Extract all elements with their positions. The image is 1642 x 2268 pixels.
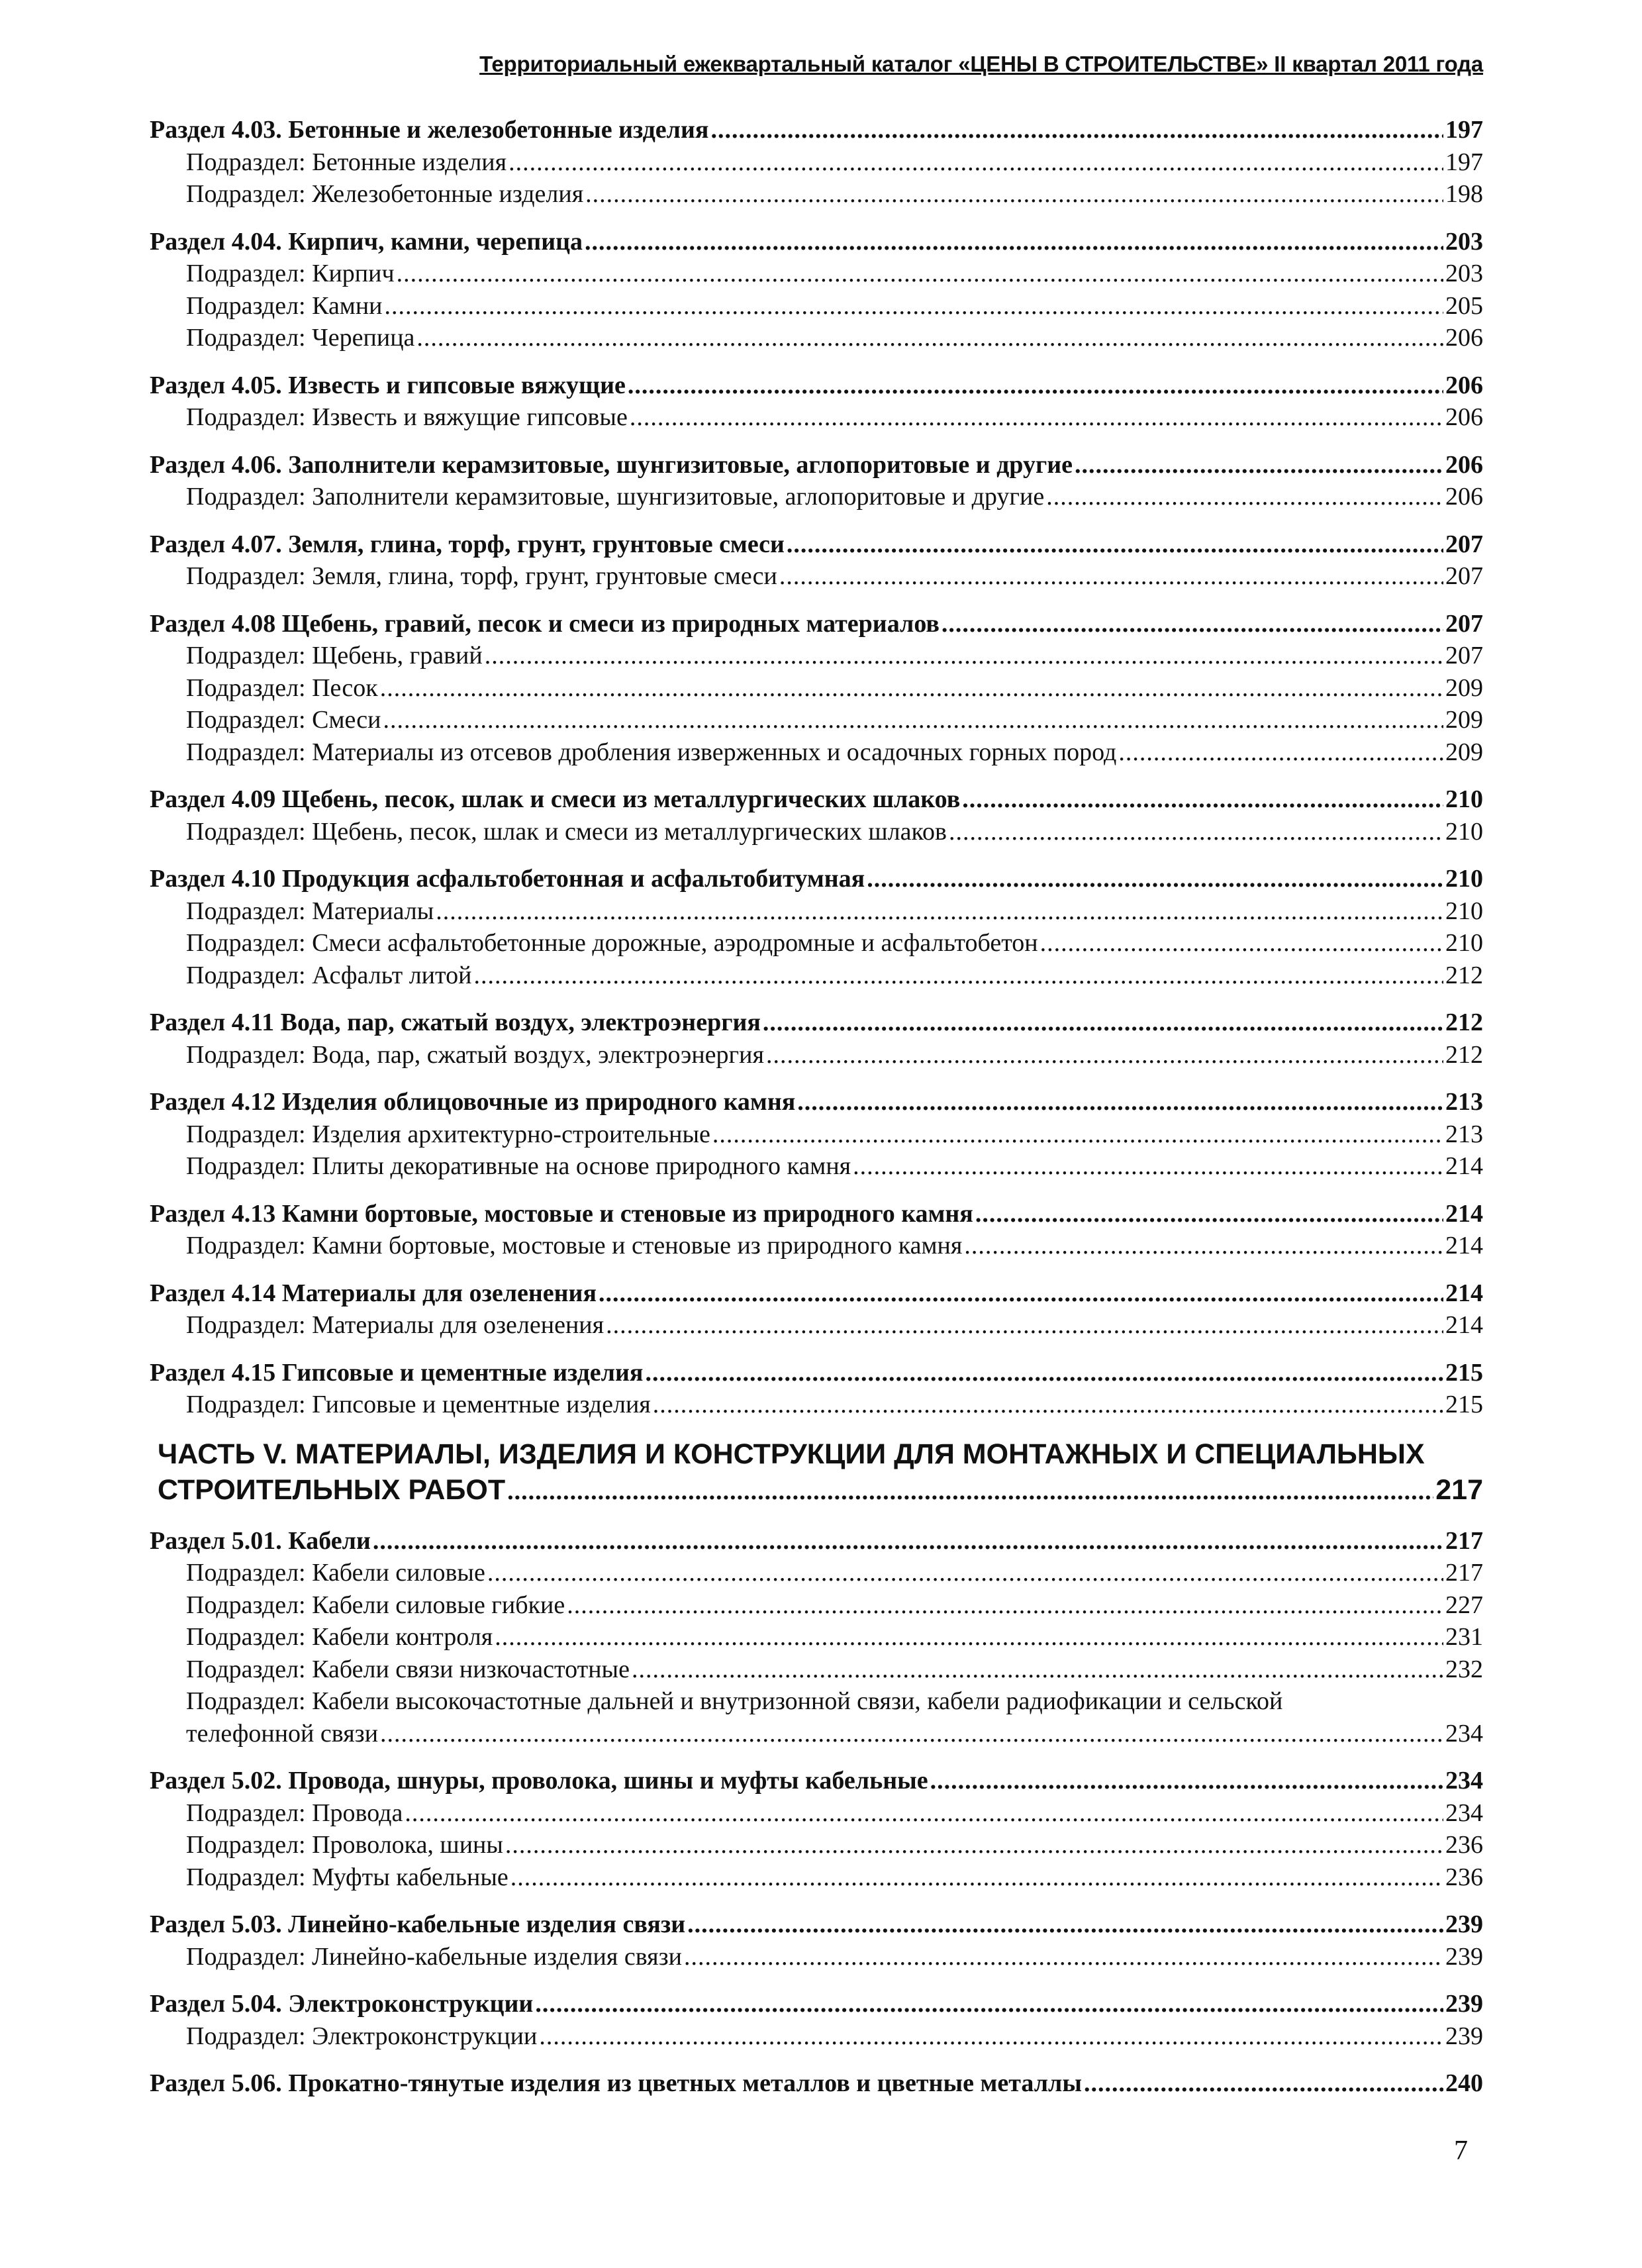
leader-dots [383,704,1444,736]
subsection-row[interactable] [150,1797,1483,1830]
subsection-row[interactable] [150,1309,1483,1342]
leader-dots [385,290,1443,322]
section-title-row[interactable] [150,1908,1483,1941]
subsection-row-page-number: 214 [1445,1311,1483,1339]
subsection-row-label: Подраздел: Кабели связи низкочастотные [186,1655,630,1683]
subsection-row-label: Подраздел: Щебень, гравий [186,642,483,669]
leader-dots [567,1589,1443,1622]
subsection-row-page-number: 209 [1445,706,1483,734]
subsection-row-page-number: 214 [1445,1152,1483,1180]
subsection-row[interactable] [150,1861,1483,1894]
leader-dots [797,1086,1443,1118]
section-title-row-page-number: 215 [1445,1358,1483,1387]
leader-dots [632,1653,1443,1686]
section-title-row-label: Раздел 4.12 Изделия облицовочные из природного камня [150,1088,796,1116]
leader-dots [962,783,1443,816]
subsection-row[interactable] [150,640,1483,672]
section-title-row[interactable] [150,1988,1483,2020]
leader-dots [942,608,1443,640]
section-title-row[interactable] [150,1007,1483,1039]
leader-dots [585,178,1443,211]
subsection-row-label: Подраздел: Материалы [186,897,434,925]
subsection-row-label: Подраздел: Муфты кабельные [186,1863,508,1891]
leader-dots [964,1230,1443,1262]
toc-section [150,1086,1483,1183]
leader-dots [710,114,1443,146]
section-title-row-page-number: 197 [1445,116,1483,144]
section-title-row-label: Раздел 5.06. Прокатно-тянутые изделия из цветных металлов и цветные металлы [150,2069,1083,2097]
subsection-row-page-number: 197 [1445,148,1483,176]
subsection-row-page-number: 213 [1445,1120,1483,1148]
toc-section [150,1198,1483,1262]
leader-dots [508,146,1443,179]
toc-section [150,370,1483,434]
subsection-row-label: Подраздел: Песок [186,673,378,702]
leader-dots [975,1198,1443,1230]
subsection-row[interactable] [150,1389,1483,1421]
subsection-row-label: Подраздел: Камни [186,291,383,320]
leader-dots [630,401,1443,434]
section-title-row-page-number: 212 [1445,1009,1483,1036]
leader-dots [380,1718,1443,1750]
subsection-row-label: Подраздел: Гипсовые и цементные изделия [186,1391,651,1418]
subsection-row[interactable] [150,816,1483,848]
subsection-row[interactable] [150,401,1483,434]
leader-dots [373,1525,1443,1557]
part-title-line1: ЧАСТЬ V. МАТЕРИАЛЫ, ИЗДЕЛИЯ И КОНСТРУКЦИИ ДЛЯ МОНТАЖНЫХ И СПЕЦИАЛЬНЫХ [158,1438,1425,1470]
subsection-row-page-number: 236 [1445,1863,1483,1891]
section-title-row-label: Раздел 4.08 Щебень, гравий, песок и смеси из природных материалов [150,609,940,638]
leader-dots [473,960,1443,992]
section-title-row-label: Раздел 5.02. Провода, шнуры, проволока, шины и муфты кабельные [150,1767,928,1795]
part-heading [158,1436,1483,1509]
subsection-row[interactable] [150,322,1483,354]
toc-section [150,608,1483,769]
subsection-row[interactable] [150,736,1483,769]
subsection-row-label: Подраздел: Проволока, шины [186,1831,503,1859]
section-title-row[interactable] [150,1765,1483,1797]
subsection-row-page-number: 210 [1445,897,1483,925]
leader-dots [853,1150,1443,1183]
subsection-row[interactable] [150,1829,1483,1861]
leader-dots [505,1829,1443,1861]
leader-dots [495,1621,1443,1653]
subsection-row-page-number: 206 [1445,324,1483,352]
table-of-contents [150,114,1483,2115]
section-title-row[interactable] [150,1357,1483,1389]
subsection-row-page-number: 212 [1445,1040,1483,1069]
section-page-number: 217 [1445,1526,1483,1555]
section-title-row[interactable] [150,226,1483,258]
section-title-row-label: Раздел 4.14 Материалы для озеленения [150,1279,597,1307]
leader-dots [1040,927,1443,960]
toc-section [150,1277,1483,1342]
section-title-row[interactable] [150,1277,1483,1310]
section-title-row-label: Раздел 5.04. Электроконструкции [150,1990,534,2018]
section-title-row-label: Раздел 4.07. Земля, глина, торф, грунт, грунтовые смеси [150,530,785,558]
leader-dots [712,1118,1443,1151]
subsection-row[interactable] [150,960,1483,992]
subsection-row-page-number: 239 [1445,2022,1483,2050]
subsection-row-page-number: 232 [1445,1655,1483,1683]
subsection-row[interactable] [150,146,1483,179]
toc-section [150,1007,1483,1071]
leader-dots [585,226,1443,258]
leader-dots [380,672,1443,705]
subsection-list [150,1557,1483,1685]
section-title-row[interactable] [150,863,1483,895]
subsection-row[interactable] [150,1941,1483,1973]
subsection-row[interactable] [150,1589,1483,1622]
leader-dots [628,370,1443,402]
part-title-line2-row [158,1472,1483,1509]
subsection-row[interactable] [150,1557,1483,1589]
leader-dots [535,1988,1443,2020]
toc-section [150,528,1483,593]
section-title-row-label: Раздел 4.09 Щебень, песок, шлак и смеси из металлургических шлаков [150,785,961,813]
section-title-row-page-number: 213 [1445,1088,1483,1116]
leader-dots [1118,736,1443,769]
section-5-01 [150,1525,1483,1750]
leader-dots [487,1557,1443,1589]
subsection-row-label: Подраздел: Плиты декоративные на основе природного камня [186,1152,851,1180]
subsection-row-label: Подраздел: Материалы из отсевов дробления изверженных и осадочных горных пород [186,738,1117,766]
subsection-row-label: Подраздел: Известь и вяжущие гипсовые [186,403,628,431]
section-title-row-label: Раздел 4.13 Камни бортовые, мостовые и стеновые из природного камня [150,1199,973,1228]
leader-dots [1084,2067,1443,2100]
leader-dots [684,1941,1443,1973]
subsection-row-label: Подраздел: Изделия архитектурно-строительные [186,1120,710,1148]
subsection-row-page-number: 203 [1445,260,1483,287]
subsection-row-page-number: 217 [1445,1559,1483,1587]
subsection-row[interactable] [150,1039,1483,1071]
toc-sections-part-4 [150,114,1483,1421]
section-title-row-page-number: 207 [1445,530,1483,558]
leader-dots [416,322,1443,354]
section-title-row-page-number: 240 [1445,2069,1483,2097]
subsection-row-label: Подраздел: Асфальт литой [186,961,472,989]
subsection-row[interactable] [150,258,1483,290]
section-title-row[interactable] [150,2067,1483,2100]
section-title-row-label: Раздел 4.15 Гипсовые и цементные изделия [150,1358,644,1387]
subsection-row-label: Подраздел: Кабели силовые [186,1559,485,1587]
subsection-row[interactable] [150,704,1483,736]
subsection-row-page-number: 214 [1445,1232,1483,1259]
section-title-row-page-number: 234 [1445,1767,1483,1795]
subsection-row[interactable] [150,895,1483,928]
section-title-row-page-number: 210 [1445,785,1483,813]
subsection-row-label: Подраздел: Смеси асфальтобетонные дорожные, аэродромные и асфальтобетон [186,929,1038,957]
section-title-row-label: Раздел 4.04. Кирпич, камни, черепица [150,227,583,256]
leader-dots [510,1861,1443,1894]
subsection-row-page-number: 206 [1445,403,1483,431]
subsection-row-label: Подраздел: Бетонные изделия [186,148,507,176]
section-title-row-label: Раздел 4.05. Известь и гипсовые вяжущие [150,371,626,399]
section-title-row[interactable] [150,1086,1483,1118]
section-title-row-page-number: 214 [1445,1199,1483,1228]
section-title-row-page-number: 206 [1445,371,1483,399]
toc-section [150,1908,1483,1973]
part-title-line2: СТРОИТЕЛЬНЫХ РАБОТ [158,1473,506,1506]
leader-dots [779,560,1443,593]
subsection-row-page-number: 206 [1445,483,1483,511]
section-title-row-page-number: 239 [1445,1990,1483,2018]
subsection-row-label: Подраздел: Провода [186,1799,403,1827]
subsection-row-page-number: 207 [1445,642,1483,669]
part-page-number: 217 [1435,1473,1483,1506]
leader-dots [930,1765,1443,1797]
section-title-row-page-number: 203 [1445,227,1483,256]
subsection-row-page-number: 198 [1445,180,1483,208]
subsection-row[interactable] [150,672,1483,705]
subsection-row-label: Подраздел: Земля, глина, торф, грунт, грунтовые смеси [186,562,777,590]
subsection-row[interactable] [150,2020,1483,2053]
subsection-row-label: Подраздел: Линейно-кабельные изделия связи [186,1942,682,1971]
section-title-row[interactable] [150,1198,1483,1230]
section-title-row-page-number: 210 [1445,865,1483,893]
leader-dots [766,1039,1443,1071]
subsection-entry-wrapped[interactable] [150,1685,1483,1750]
subsection-row-label: Подраздел: Щебень, песок, шлак и смеси из металлургических шлаков [186,817,947,846]
section-title-row[interactable] [150,370,1483,402]
section-title-row-label: Раздел 4.03. Бетонные и железобетонные изделия [150,116,709,144]
subsection-row[interactable] [150,178,1483,211]
leader-dots [787,528,1443,561]
section-title-row-page-number: 206 [1445,450,1483,479]
leader-dots [599,1277,1443,1310]
toc-section [150,2067,1483,2100]
toc-sections-part-5 [150,1765,1483,2100]
section-title-row[interactable] [150,783,1483,816]
subsection-row-page-number: 207 [1445,562,1483,590]
leader-dots [949,816,1443,848]
section-title-row-label: Раздел 4.10 Продукция асфальтобетонная и асфальтобитумная [150,865,865,893]
leader-dots [687,1908,1443,1941]
toc-section [150,783,1483,848]
section-title-row-page-number: 214 [1445,1279,1483,1307]
subsection-row-label: Подраздел: Смеси [186,706,381,734]
subsection-row-label: Подраздел: Кабели контроля [186,1623,493,1651]
subsection-row-page-number: 205 [1445,291,1483,320]
subsection-row-page-number: 215 [1445,1391,1483,1418]
subsection-row-page-number: 212 [1445,961,1483,989]
subsection-row-page-number: 209 [1445,738,1483,766]
leader-dots [405,1797,1443,1830]
leader-dots [539,2020,1443,2053]
subsection-row[interactable] [150,481,1483,513]
toc-section [150,1357,1483,1421]
section-title-row-label: Раздел 4.06. Заполнители керамзитовые, шунгизитовые, аглопоритовые и другие [150,450,1073,479]
section-title-row[interactable] [150,528,1483,561]
subsection-row[interactable] [150,1150,1483,1183]
subsection-row-label: Подраздел: Заполнители керамзитовые, шунгизитовые, аглопоритовые и другие [186,483,1045,511]
section-title-row-label: Раздел 4.11 Вода, пар, сжатый воздух, электроэнергия [150,1009,761,1036]
section-title-row[interactable] [150,449,1483,481]
leader-dots [1075,449,1443,481]
subsection-row-label: Подраздел: Камни бортовые, мостовые и стеновые из природного камня [186,1232,963,1259]
subsection-row [186,1718,1483,1750]
toc-section [150,1765,1483,1893]
subsection-row-label: Подраздел: Кирпич [186,260,395,287]
subsection-row[interactable] [150,1621,1483,1653]
section-title: Раздел 5.01. Кабели [150,1526,371,1555]
subsection-row[interactable] [150,560,1483,593]
subsection-row[interactable] [150,1118,1483,1151]
subsection-row-label: Подраздел: Кабели силовые гибкие [186,1591,565,1619]
subsection-label-line2: телефонной связи [186,1719,379,1748]
section-title-row-page-number: 239 [1445,1910,1483,1938]
subsection-row-label: Подраздел: Железобетонные изделия [186,180,584,208]
subsection-row-page-number: 236 [1445,1831,1483,1859]
toc-section [150,226,1483,354]
subsection-row[interactable] [150,1653,1483,1686]
leader-dots [606,1309,1443,1342]
leader-dots [397,258,1443,290]
section-title-row[interactable] [150,114,1483,146]
toc-section [150,1988,1483,2052]
subsection-row[interactable] [150,290,1483,322]
subsection-row[interactable] [150,927,1483,960]
subsection-row-label: Подраздел: Вода, пар, сжатый воздух, электроэнергия [186,1040,764,1069]
subsection-row[interactable] [150,1230,1483,1262]
leader-dots [645,1357,1443,1389]
subsection-row-page-number: 239 [1445,1942,1483,1971]
section-title-row[interactable] [150,1525,1483,1557]
leader-dots [507,1473,1433,1509]
leader-dots [867,863,1443,895]
toc-section [150,863,1483,991]
leader-dots [436,895,1443,928]
subsection-row-page-number: 231 [1445,1623,1483,1651]
page-number: 7 [1454,2136,1468,2166]
subsection-label-line1: Подраздел: Кабели высокочастотные дальней и внутризонной связи, кабели радиофикации и сельской [186,1687,1283,1715]
toc-section [150,449,1483,513]
running-header: Территориальный ежеквартальный каталог «ЦЕНЫ В СТРОИТЕЛЬСТВЕ» II квартал 2011 года [479,52,1483,76]
leader-dots [1046,481,1443,513]
subsection-row-page-number: 227 [1445,1591,1483,1619]
subsection-row-page-number: 210 [1445,929,1483,957]
subsection-row-page-number: 209 [1445,673,1483,702]
subsection-row-label: Подраздел: Электроконструкции [186,2022,538,2050]
section-title-row-page-number: 207 [1445,609,1483,638]
leader-dots [653,1389,1443,1421]
subsection-page-number: 234 [1445,1719,1483,1748]
subsection-row-label: Подраздел: Черепица [186,324,415,352]
leader-dots [485,640,1443,672]
toc-section [150,114,1483,211]
section-title-row-label: Раздел 5.03. Линейно-кабельные изделия связи [150,1910,686,1938]
section-title-row[interactable] [150,608,1483,640]
subsection-row-page-number: 234 [1445,1799,1483,1827]
subsection-row-page-number: 210 [1445,817,1483,846]
leader-dots [763,1007,1443,1039]
subsection-row-label: Подраздел: Материалы для озеленения [186,1311,604,1339]
